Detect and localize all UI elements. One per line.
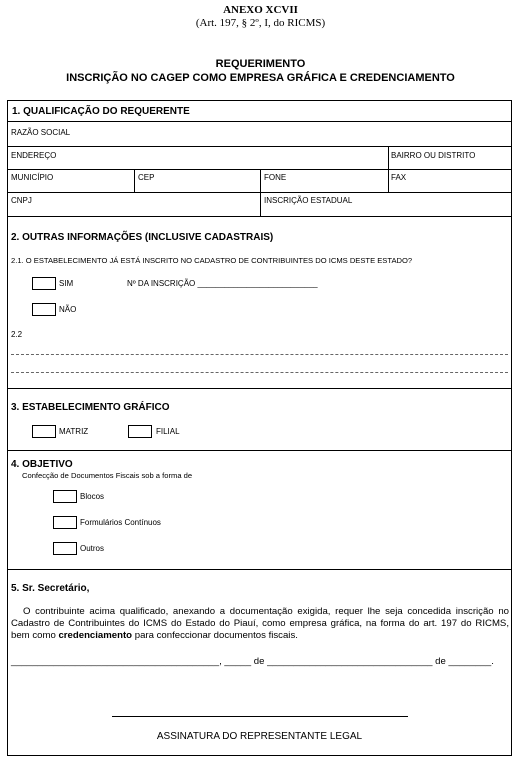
formularios-label: Formulários Contínuos xyxy=(80,518,161,527)
fone-label: FONE xyxy=(264,173,287,182)
divider xyxy=(388,146,389,169)
section1-heading: 1. QUALIFICAÇÃO DO REQUERENTE xyxy=(12,106,190,117)
section-divider xyxy=(7,216,512,217)
formularios-checkbox[interactable] xyxy=(53,516,77,529)
endereco-label: ENDEREÇO xyxy=(11,151,57,160)
cep-label: CEP xyxy=(138,173,155,182)
annex-reference: (Art. 197, § 2º, I, do RICMS) xyxy=(195,17,326,29)
objetivo-subtitle: Confecção de Documentos Fiscais sob a forma de xyxy=(22,471,193,480)
form-subtitle: INSCRIÇÃO NO CAGEP COMO EMPRESA GRÁFICA E CREDENCIAMENTO xyxy=(66,72,455,84)
section5-heading: 5. Sr. Secretário, xyxy=(11,583,90,594)
answer-line[interactable] xyxy=(11,372,508,373)
section-divider xyxy=(7,569,512,570)
divider xyxy=(388,169,389,192)
outros-checkbox[interactable] xyxy=(53,542,77,555)
form-title: REQUERIMENTO xyxy=(215,58,306,70)
question-2-1: 2.1. O ESTABELECIMENTO JÁ ESTÁ INSCRITO NO CADASTRO DE CONTRIBUINTES DO ICMS DESTE ESTADO? xyxy=(11,256,413,265)
bairro-label: BAIRRO OU DISTRITO xyxy=(391,151,476,160)
sim-label: SIM xyxy=(59,279,74,288)
outros-label: Outros xyxy=(80,544,105,553)
divider xyxy=(7,192,512,193)
filial-label: FILIAL xyxy=(156,427,180,436)
municipio-label: MUNICÍPIO xyxy=(11,173,54,182)
filial-checkbox[interactable] xyxy=(128,425,152,438)
sim-checkbox[interactable] xyxy=(32,277,56,290)
credenciamento-bold: credenciamento xyxy=(58,630,133,641)
razao-social-label: RAZÃO SOCIAL xyxy=(11,128,71,137)
date-line[interactable]: _______________________________________, _____ de _______________________________ de ________. xyxy=(11,656,494,667)
matriz-label: MATRIZ xyxy=(59,427,89,436)
signature-line[interactable] xyxy=(112,716,408,717)
blocos-label: Blocos xyxy=(80,492,105,501)
blocos-checkbox[interactable] xyxy=(53,490,77,503)
fax-label: FAX xyxy=(391,173,407,182)
section2-heading: 2. OUTRAS INFORMAÇÕES (INCLUSIVE CADASTRAIS) xyxy=(11,232,274,243)
matriz-checkbox[interactable] xyxy=(32,425,56,438)
request-text: O contribuinte acima qualificado, anexando a documentação exigida, requer lhe seja concedida inscrição no Cadastro de Contribuintes do ICMS do Estado do Piauí, como empresa gráfica, na forma do art. 197 do RICMS, bem como credenciamento para confeccionar documentos fiscais. xyxy=(11,606,509,641)
divider xyxy=(7,121,512,122)
signature-label: ASSINATURA DO REPRESENTANTE LEGAL xyxy=(156,731,363,742)
section-divider xyxy=(7,388,512,389)
nao-checkbox[interactable] xyxy=(32,303,56,316)
divider xyxy=(134,169,135,192)
divider xyxy=(7,146,512,147)
nao-label: NÃO xyxy=(59,305,77,314)
answer-line[interactable] xyxy=(11,354,508,355)
inscricao-estadual-label: INSCRIÇÃO ESTADUAL xyxy=(264,196,353,205)
section-divider xyxy=(7,450,512,451)
section4-heading: 4. OBJETIVO xyxy=(11,459,73,470)
inscricao-number-field[interactable]: Nº DA INSCRIÇÃO ___________________________ xyxy=(127,279,318,288)
question-2-2: 2.2 xyxy=(11,330,23,339)
section3-heading: 3. ESTABELECIMENTO GRÁFICO xyxy=(11,402,170,413)
annex-title: ANEXO XCVII xyxy=(223,4,298,16)
cnpj-label: CNPJ xyxy=(11,196,32,205)
